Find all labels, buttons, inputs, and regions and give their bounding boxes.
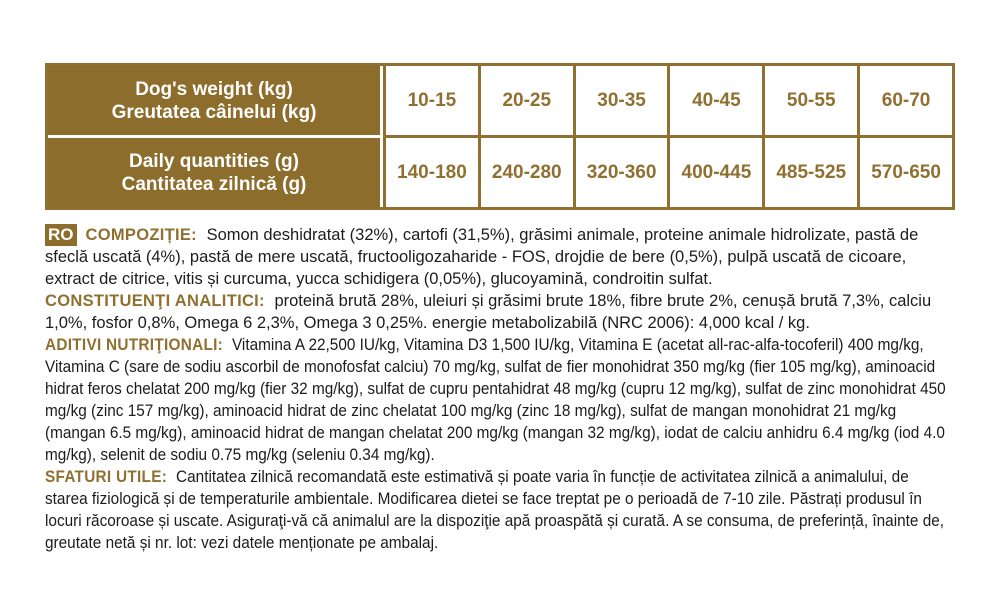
quantity-row-header	[48, 138, 383, 207]
ro-language-badge: RO	[45, 224, 77, 246]
daily-quantity-1: 240-280	[478, 138, 573, 207]
quantity-row	[48, 138, 952, 207]
weight-header-en: Dog's weight (kg)	[135, 78, 293, 100]
quantity-header-ro: Cantitatea zilnică (g)	[121, 173, 307, 195]
daily-quantity-4: 485-525	[762, 138, 857, 207]
feeding-table	[45, 63, 955, 210]
daily-quantity-5: 570-650	[857, 138, 952, 207]
daily-quantity-3: 400-445	[667, 138, 762, 207]
weight-header-ro: Greutatea câinelui (kg)	[111, 101, 317, 123]
label-page	[45, 0, 955, 554]
nutritional-additives-paragraph	[45, 334, 955, 466]
analytical-constituents-label: CONSTITUENŢI ANALITICI:	[45, 292, 265, 310]
useful-tips-text: Cantitatea zilnică recomandată este estimativă și poate varia în funcție de activitatea zilnică a animalului, de starea fiziologică și de temperaturile ambientale. Modificarea dietei se face treptat pe o perioadă de 7-10 zile. Păstrați produsul în locuri răcoroase și uscate. Asiguraţi-vă că animalul are la dispoziţie apă proaspătă și curată. A se consuma, de preferință, înainte de, greutate netă și nr. lot: vezi datele menționate pe ambalaj.	[45, 468, 945, 552]
useful-tips-paragraph	[45, 466, 955, 554]
weight-range-2: 30-35	[573, 66, 668, 138]
daily-quantity-2: 320-360	[573, 138, 668, 207]
useful-tips-label: SFATURI UTILE:	[45, 468, 168, 486]
label-text-block	[45, 224, 955, 554]
weight-range-1: 20-25	[478, 66, 573, 138]
weight-range-5: 60-70	[857, 66, 952, 138]
nutritional-additives-text: Vitamina A 22,500 IU/kg, Vitamina D3 1,500 IU/kg, Vitamina E (acetat all-rac-alfa-tocoferil) 400 mg/kg, Vitamina C (sare de sodiu ascorbil de monofosfat calciu) 70 mg/kg, sulfat de fier monohidrat 350 mg/kg (fier 105 mg/kg), aminoacid hidrat feros chelatat 200 mg/kg (fier 32 mg/kg), sulfat de cupru pentahidrat 48 mg/kg (cupru 12 mg/kg), sulfat de zinc monohidrat 450 mg/kg (zinc 157 mg/kg), aminoacid hidrat de zinc chelatat 100 mg/kg (zinc 18 mg/kg), sulfat de mangan monohidrat 21 mg/kg (mangan 6.5 mg/kg), aminoacid hidrat de mangan chelatat 200 mg/kg (mangan 32 mg/kg), iodat de calciu anhidru 6.4 mg/kg (iod 4.0 mg/kg), selenit de sodiu 0.75 mg/kg (seleniu 0.34 mg/kg).	[45, 336, 946, 464]
weight-range-3: 40-45	[667, 66, 762, 138]
weight-range-0: 10-15	[383, 66, 478, 138]
analytical-constituents-text: proteină brută 28%, uleiuri și grăsimi brute 18%, fibre brute 2%, cenușă brută 7,3%, calciu 1,0%, fosfor 0,8%, Omega 6 2,3%, Omega 3 0,25%. energie metabolizabilă (NRC 2006): 4,000 kcal / kg.	[45, 292, 932, 332]
nutritional-additives-label: ADITIVI NUTRIŢIONALI:	[45, 336, 224, 354]
composition-paragraph	[45, 224, 955, 290]
daily-quantity-0: 140-180	[383, 138, 478, 207]
weight-row-header	[48, 66, 383, 138]
composition-text: Somon deshidratat (32%), cartofi (31,5%), grăsimi animale, proteine animale hidrolizate, pastă de sfeclă uscată (4%), pastă de mere uscată, fructooligozaharide - FOS, drojdie de bere (0,5%), pulpă uscată de cicoare, extract de citrice, vitis și curcuma, yucca schidigera (0,05%), glucoyamină, condroitin sulfat.	[45, 226, 919, 288]
weight-row	[48, 66, 952, 138]
quantity-header-en: Daily quantities (g)	[129, 150, 299, 172]
analytical-constituents-paragraph	[45, 290, 955, 334]
composition-label: COMPOZIȚIE:	[85, 226, 197, 244]
weight-range-4: 50-55	[762, 66, 857, 138]
